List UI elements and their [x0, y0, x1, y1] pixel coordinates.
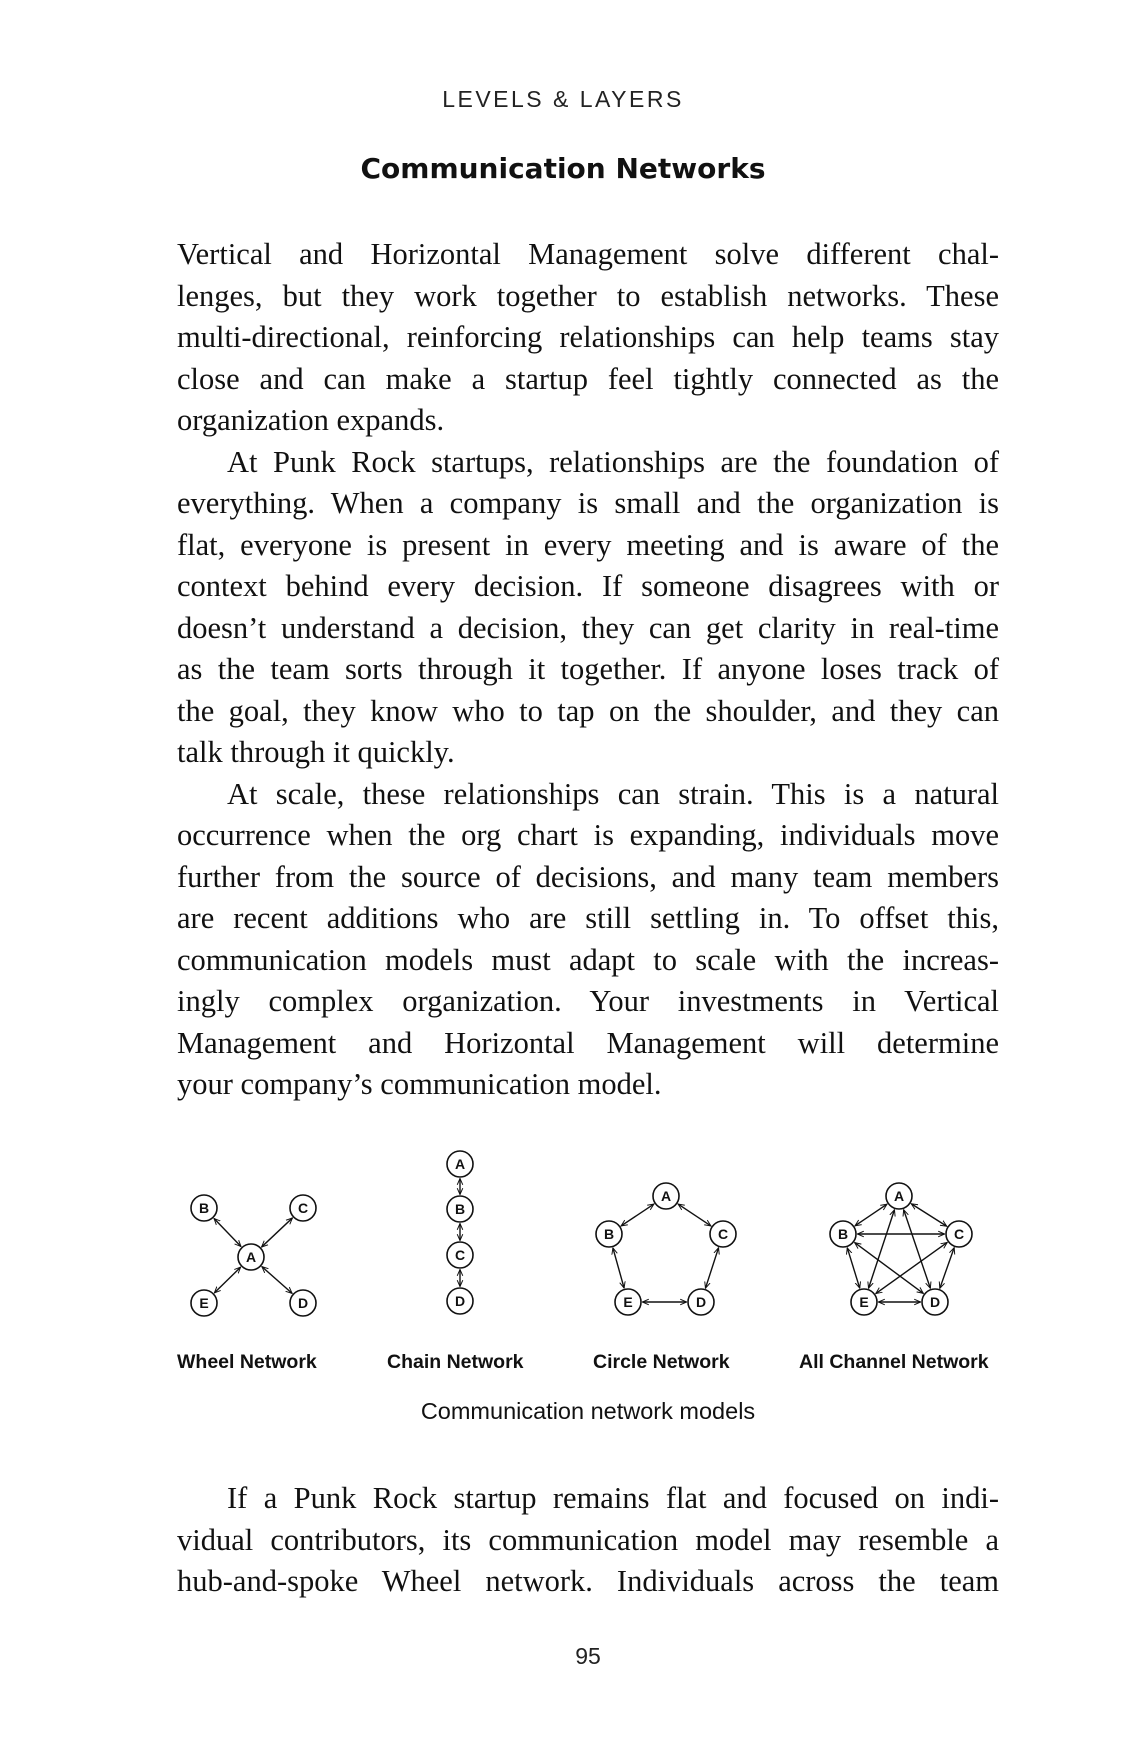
- body-text-bottom: [177, 1478, 999, 1603]
- text-line: lenges, but they work together to establish networks. These: [177, 278, 999, 313]
- all-channel-node-C: [946, 1221, 972, 1247]
- node-letter: B: [837, 1226, 849, 1242]
- all-channel-edge-A-E: [869, 1210, 895, 1288]
- text-line: hub-and-spoke Wheel network. Individuals across the team: [177, 1564, 999, 1598]
- text-line: communication models must adapt to scale with the increas-: [177, 942, 999, 977]
- chain-node-C: [447, 1242, 473, 1268]
- network-figure: [0, 1140, 1126, 1440]
- node-letter: A: [660, 1188, 672, 1204]
- all-channel-edge-A-C: [911, 1204, 947, 1226]
- wheel-edge-A-B: [214, 1218, 241, 1246]
- text-line: further from the source of decisions, and many team members: [177, 859, 999, 894]
- all-channel-node-E: [851, 1289, 877, 1315]
- circle-edge-C-D: [705, 1248, 718, 1288]
- text-line: At scale, these relationships can strain. This is a natural: [227, 776, 999, 811]
- node-letter: B: [198, 1200, 210, 1216]
- all-channel-node-A: [886, 1183, 912, 1209]
- text-line: the goal, they know who to tap on the shoulder, and they can: [177, 693, 999, 728]
- node-letter: B: [454, 1201, 466, 1217]
- chain-node-B: [447, 1196, 473, 1222]
- node-letter: C: [953, 1226, 965, 1242]
- chain-node-D: [447, 1288, 473, 1314]
- circle-edge-A-C: [678, 1204, 711, 1226]
- node-letter: B: [603, 1226, 615, 1242]
- circle-node-A: [653, 1183, 679, 1209]
- wheel-edge-A-C: [262, 1218, 293, 1247]
- wheel-edge-A-E: [214, 1267, 240, 1293]
- wheel-node-A: [238, 1244, 264, 1270]
- wheel-node-D: [290, 1290, 316, 1316]
- node-letter: C: [297, 1200, 309, 1216]
- all-channel-edge-C-E: [876, 1242, 947, 1293]
- all-channel-edge-C-D: [940, 1248, 954, 1289]
- running-head: LEVELS & LAYERS: [442, 86, 684, 112]
- text-line: talk through it quickly.: [177, 735, 455, 769]
- circle-network-label: Circle Network: [593, 1351, 730, 1373]
- node-letter: D: [929, 1294, 941, 1310]
- wheel-edge-A-D: [262, 1267, 292, 1294]
- text-line: vidual contributors, its communication model may resemble a: [177, 1522, 999, 1557]
- node-letter: C: [717, 1226, 729, 1242]
- text-line: context behind every decision. If someone disagrees with or: [177, 569, 999, 603]
- text-line: your company’s communication model.: [177, 1067, 662, 1101]
- all-channel-node-B: [830, 1221, 856, 1247]
- all-channel-edge-B-D: [855, 1243, 924, 1294]
- text-line: occurrence when the org chart is expanding, individuals move: [177, 818, 999, 852]
- circle-node-E: [615, 1289, 641, 1315]
- circle-node-B: [596, 1221, 622, 1247]
- wheel-node-E: [191, 1290, 217, 1316]
- text-line: close and can make a startup feel tightly connected as the: [177, 361, 999, 396]
- node-letter: D: [297, 1295, 309, 1311]
- circle-edge-A-B: [621, 1204, 654, 1226]
- node-letter: E: [859, 1294, 869, 1310]
- text-line: Management and Horizontal Management will determine: [177, 1025, 999, 1060]
- text-line: flat, everyone is present in every meeting and is aware of the: [177, 527, 999, 562]
- chain-network-label: Chain Network: [387, 1351, 524, 1373]
- all-channel-edge-A-B: [855, 1204, 887, 1226]
- all-channel-edge-A-D: [904, 1210, 931, 1289]
- all-channel-node-D: [922, 1289, 948, 1315]
- figure-caption: Communication network models: [420, 1398, 756, 1424]
- wheel-node-C: [290, 1195, 316, 1221]
- text-line: At Punk Rock startups, relationships are the foundation of: [227, 444, 999, 479]
- all-channel-network-label: All Channel Network: [799, 1351, 989, 1373]
- node-letter: E: [623, 1294, 633, 1310]
- node-letter: A: [245, 1249, 257, 1265]
- text-line: doesn’t understand a decision, they can get clarity in real-time: [177, 610, 999, 645]
- circle-node-C: [710, 1221, 736, 1247]
- text-line: everything. When a company is small and the organization is: [177, 486, 999, 520]
- all-channel-edge-B-E: [847, 1248, 859, 1288]
- wheel-node-B: [191, 1195, 217, 1221]
- chain-node-A: [447, 1151, 473, 1177]
- text-line: ingly complex organization. Your investments in Vertical: [177, 984, 999, 1018]
- text-line: are recent additions who are still settling in. To offset this,: [177, 901, 999, 935]
- circle-node-D: [688, 1289, 714, 1315]
- node-letter: D: [454, 1293, 466, 1309]
- node-letter: E: [199, 1295, 209, 1311]
- body-text-top: [177, 234, 999, 1106]
- text-line: If a Punk Rock startup remains flat and focused on indi-: [227, 1481, 999, 1515]
- node-letter: C: [454, 1247, 466, 1263]
- page-number: 95: [575, 1643, 601, 1669]
- node-letter: A: [893, 1188, 905, 1204]
- text-line: as the team sorts through it together. If anyone loses track of: [177, 652, 999, 686]
- text-line: multi-directional, reinforcing relationships can help teams stay: [177, 320, 999, 354]
- network-diagrams: [0, 1140, 1126, 1340]
- node-letter: D: [695, 1294, 707, 1310]
- section-title: Communication Networks: [360, 152, 766, 185]
- node-letter: A: [454, 1156, 466, 1172]
- text-line: Vertical and Horizontal Management solve different chal-: [177, 237, 999, 271]
- circle-edge-B-E: [613, 1248, 624, 1288]
- wheel-network-label: Wheel Network: [177, 1351, 317, 1373]
- text-line: organization expands.: [177, 403, 445, 437]
